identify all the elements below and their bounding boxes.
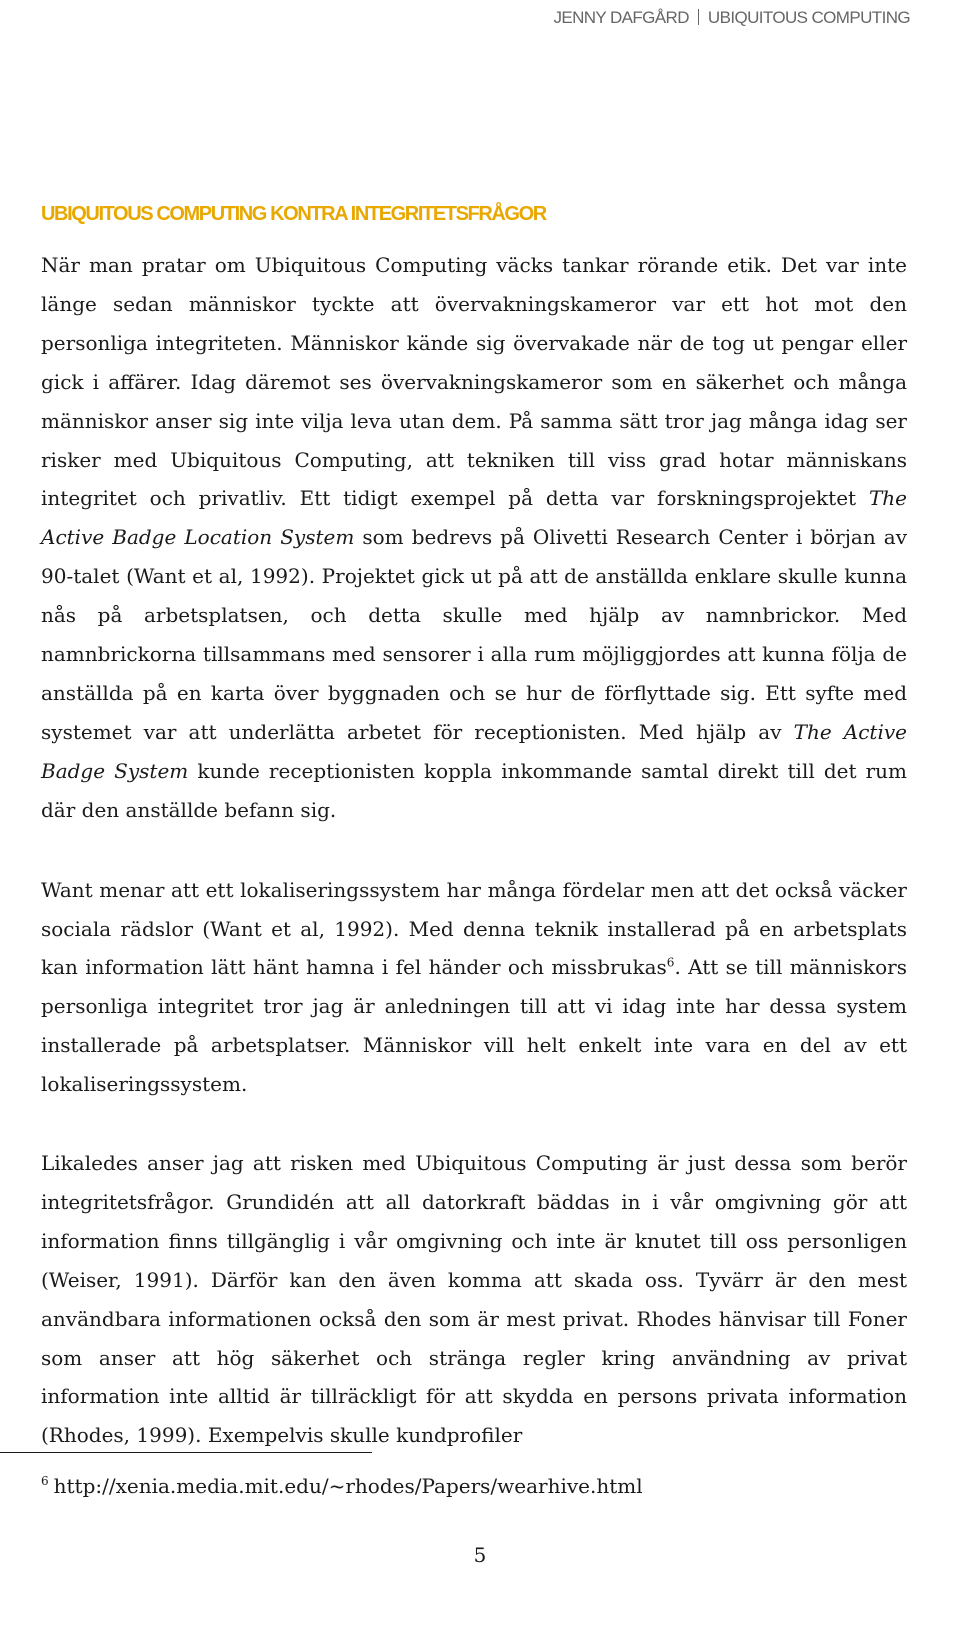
page-number: 5 [473,1543,487,1567]
paragraph-1-text-3: kunde receptionisten koppla inkommande samtal direkt till det rum där den anställde befann sig. [41,758,907,822]
header-separator [698,9,699,25]
footnote-reference: 6 [666,955,675,970]
paragraph-1 [41,246,907,830]
paragraph-1-title-1: The Active Badge Location System [41,486,907,550]
footnote-number: 6 [41,1474,49,1489]
running-header [553,8,910,28]
footnote-divider [0,1452,372,1453]
paragraph-2-text-1: Want menar att ett lokaliseringssystem har många fördelar men att det också väcker sociala rädslor (Want et al, 1992). Med denna teknik installerad på en arbetsplats kan information lätt hänt hamna i fel händer och missbrukas [41,877,907,980]
header-author: JENNY DAFGÅRD [553,8,689,27]
paragraph-3-text-1: Likaledes anser jag att risken med Ubiquitous Computing är just dessa som berör integritetsfrågor. Grundidén att all datorkraft bäddas in i vår omgivning gör att information finns tillgänglig i vår omgivning och inte är knutet till oss personligen (Weiser, 1991). Därför kan den även komma att skada oss. Tyvärr är den mest användbara informationen också den som är mest privat. Rhodes hänvisar till Foner som anser att hög säkerhet och stränga regler kring användning av privat information inte alltid är tillräckligt för att skydda en persons privata information (Rhodes, 1999). Exempelvis skulle kundprofiler [41,1151,907,1448]
footnote-url: http://xenia.media.mit.edu/~rhodes/Papers/wearhive.html [53,1474,643,1498]
paragraph-1-title-2: The Active Badge System [41,719,907,783]
body-text [41,246,907,1455]
paragraph-2-text-2: . Att se till människors personliga integritet tror jag är anledningen till att vi idag inte har dessa system installerade på arbetsplatser. Människor vill helt enkelt inte vara en del av ett lokaliseringssystem. [41,955,907,1097]
footnote [41,1474,643,1498]
header-title: UBIQUITOUS COMPUTING [707,8,910,27]
paragraph-2 [41,871,907,1104]
paragraph-3 [41,1144,907,1455]
paragraph-1-text-1: När man pratar om Ubiquitous Computing väcks tankar rörande etik. Det var inte länge sedan människor tyckte att övervakningskameror var ett hot mot den personliga integriteten. Människor kände sig övervakade när de tog ut pengar eller gick i affärer. Idag däremot ses övervakningskameror som en säkerhet och många människor anser sig inte vilja leva utan dem. På samma sätt tror jag många idag ser risker med Ubiquitous Computing, att tekniken till viss grad hotar människans integritet och privatliv. Ett tidigt exempel på detta var forskningsprojektet [41,253,907,511]
paragraph-1-text-2: som bedrevs på Olivetti Research Center i början av 90-talet (Want et al, 1992). Projektet gick ut på att de anställda enklare skulle kunna nås på arbetsplatsen, och detta skulle med hjälp av namnbrickor. Med namnbrickorna tillsammans med sensorer i alla rum möjliggjordes att kunna följa de anställda på en karta över byggnaden och se hur de förflyttade sig. Ett syfte med systemet var att underlätta arbetet för receptionisten. Med hjälp av [41,525,907,744]
section-heading: UBIQUITOUS COMPUTING KONTRA INTEGRITETSFRÅGOR [41,203,546,225]
